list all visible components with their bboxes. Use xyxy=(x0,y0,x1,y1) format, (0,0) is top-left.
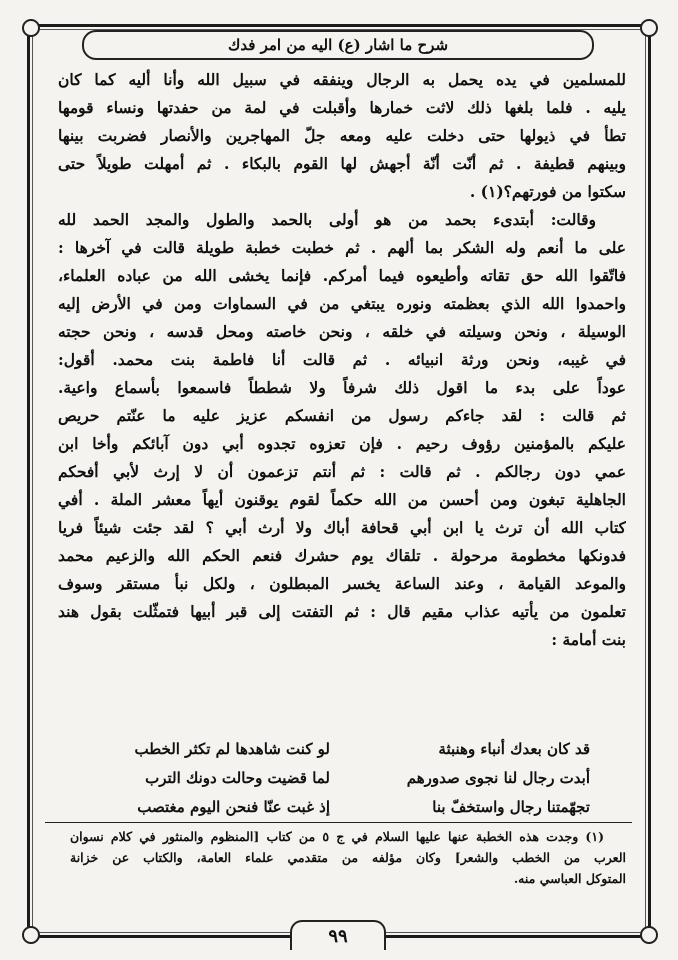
footnote-line: العرب من الخطب والشعر] وكان مؤلفه من متقدمي علماء العامة، والكتاب عن خزانة xyxy=(70,850,626,865)
text-line: ثم قالت : لقد جاءكم رسول من انفسكم عزيز عليه ما عنّتم حريص xyxy=(58,406,626,425)
running-header xyxy=(82,30,594,60)
corner-ornament xyxy=(640,19,658,37)
page-number: ٩٩ xyxy=(328,925,348,947)
paragraph-2 xyxy=(58,206,626,402)
text-line: للمسلمين في يده يحمل به الرجال وينفقه في سبيل الله وأنا أليه كما كان xyxy=(58,70,626,89)
paragraph-1 xyxy=(58,66,626,206)
text-line: كتاب الله أن ترث يا ابن أبي قحافة أباك ولا أرث أبي ؟ لقد جئت شيئاً فريا xyxy=(58,518,626,537)
text-line: عليكم بالمؤمنين رؤوف رحيم . فإن تعزوه تجدوه أبي دون آبائكم وأخا ابن xyxy=(58,434,626,453)
text-line: في غيبه، ونحن ورثة انبيائه . ثم قالت أنا فاطمة بنت محمد. أقول: xyxy=(58,350,626,369)
text-line: يليه . فلما بلغها ذلك لاثت خمارها وأقبلت في لمة من حفدتها ونساء قومها xyxy=(58,98,626,117)
poem-hemistich-first: تجهّمتنا رجال واستخفّ بنا xyxy=(432,798,590,816)
main-text xyxy=(58,66,626,654)
text-line: واحمدوا الله الذي بعظمته ونوره يبتغي من في السماوات ومن في الأرض إليه xyxy=(58,294,626,313)
text-line: الجاهلية تبغون ومن أحسن من الله حكماً لقوم يوقنون أيهاً معشر الملة . أفي xyxy=(58,490,626,509)
page-number-tab xyxy=(290,920,386,950)
header-title: شرح ما اشار (ع) اليه من امر فدك xyxy=(227,36,449,54)
text-line: عمي دون رجالكم . ثم قالت : ثم أنتم تزعمون أن لا إرث لأبي أفحكم xyxy=(58,462,626,481)
text-line: وبينهم قطيفة . ثم أنّت أنّة أجهش لها القوم بالبكاء . ثم أمهلت طويلاً حتى xyxy=(58,154,626,173)
text-line: تعلمون من يأتيه عذاب مقيم قال : ثم التفتت إلى قبر أبيها فتمثّلت بقول هند xyxy=(58,602,626,621)
corner-ornament xyxy=(22,19,40,37)
corner-ornament xyxy=(640,926,658,944)
footnote-separator xyxy=(45,822,632,823)
poem-hemistich-second: لو كنت شاهدها لم تكثر الخطب xyxy=(134,740,330,758)
text-line: تطأ في ذيولها حتى دخلت عليه ومعه جلّ المهاجرين والأنصار فضربت بينها xyxy=(58,126,626,145)
poem-verse xyxy=(90,764,590,793)
text-line: والموعد القيامة ، وعند الساعة يخسر المبطلون ، ولكل نبأ مستقر وسوف xyxy=(58,574,626,593)
corner-ornament xyxy=(22,926,40,944)
poem-hemistich-first: قد كان بعدك أنباء وهنبثة xyxy=(438,740,590,758)
text-line: عوداً على بدء ما اقول ذلك شرفاً ولا شططاً فاسمعوا بأسماع واعية. xyxy=(58,378,626,397)
text-line: بنت أمامة : xyxy=(551,630,626,649)
text-line: على ما أنعم وله الشكر بما ألهم . ثم خطبت خطبة طويلة قالت في آخرها : xyxy=(58,238,626,257)
footnote xyxy=(70,826,626,889)
footnote-line: المتوكل العباسي منه. xyxy=(513,871,626,886)
text-line: الوسيلة ، ونحن وسيلته في خلقه ، ونحن خاصته ومحل قدسه ، ونحن حجته xyxy=(58,322,626,341)
text-line: سكتوا من فورتهم؟(١) . xyxy=(469,182,626,201)
text-line: فاتّقوا الله حق تقاته وأطيعوه فيما أمركم. فإنما يخشى الله من عباده العلماء، xyxy=(58,266,626,285)
text-line: فدونكها مخطومة مرحولة . تلقاك يوم حشرك فنعم الحكم الله والزعيم محمد xyxy=(58,546,626,565)
paragraph-3 xyxy=(58,402,626,654)
footnote-line: (١) وجدت هذه الخطبة عنها عليها السلام في ج ٥ من كتاب [المنظوم والمنثور في كلام نسوان xyxy=(70,829,604,844)
poem xyxy=(90,735,590,822)
poem-verse xyxy=(90,793,590,822)
poem-hemistich-second: إذ غبت عنّا فنحن اليوم مغتصب xyxy=(137,798,330,816)
poem-hemistich-first: أبدت رجال لنا نجوى صدورهم xyxy=(406,769,590,787)
poem-verse xyxy=(90,735,590,764)
poem-hemistich-second: لما قضيت وحالت دونك الترب xyxy=(145,769,330,787)
text-line: وقالت: أبتدىء بحمد من هو أولى بالحمد والطول والمجد الحمد لله xyxy=(58,210,596,229)
